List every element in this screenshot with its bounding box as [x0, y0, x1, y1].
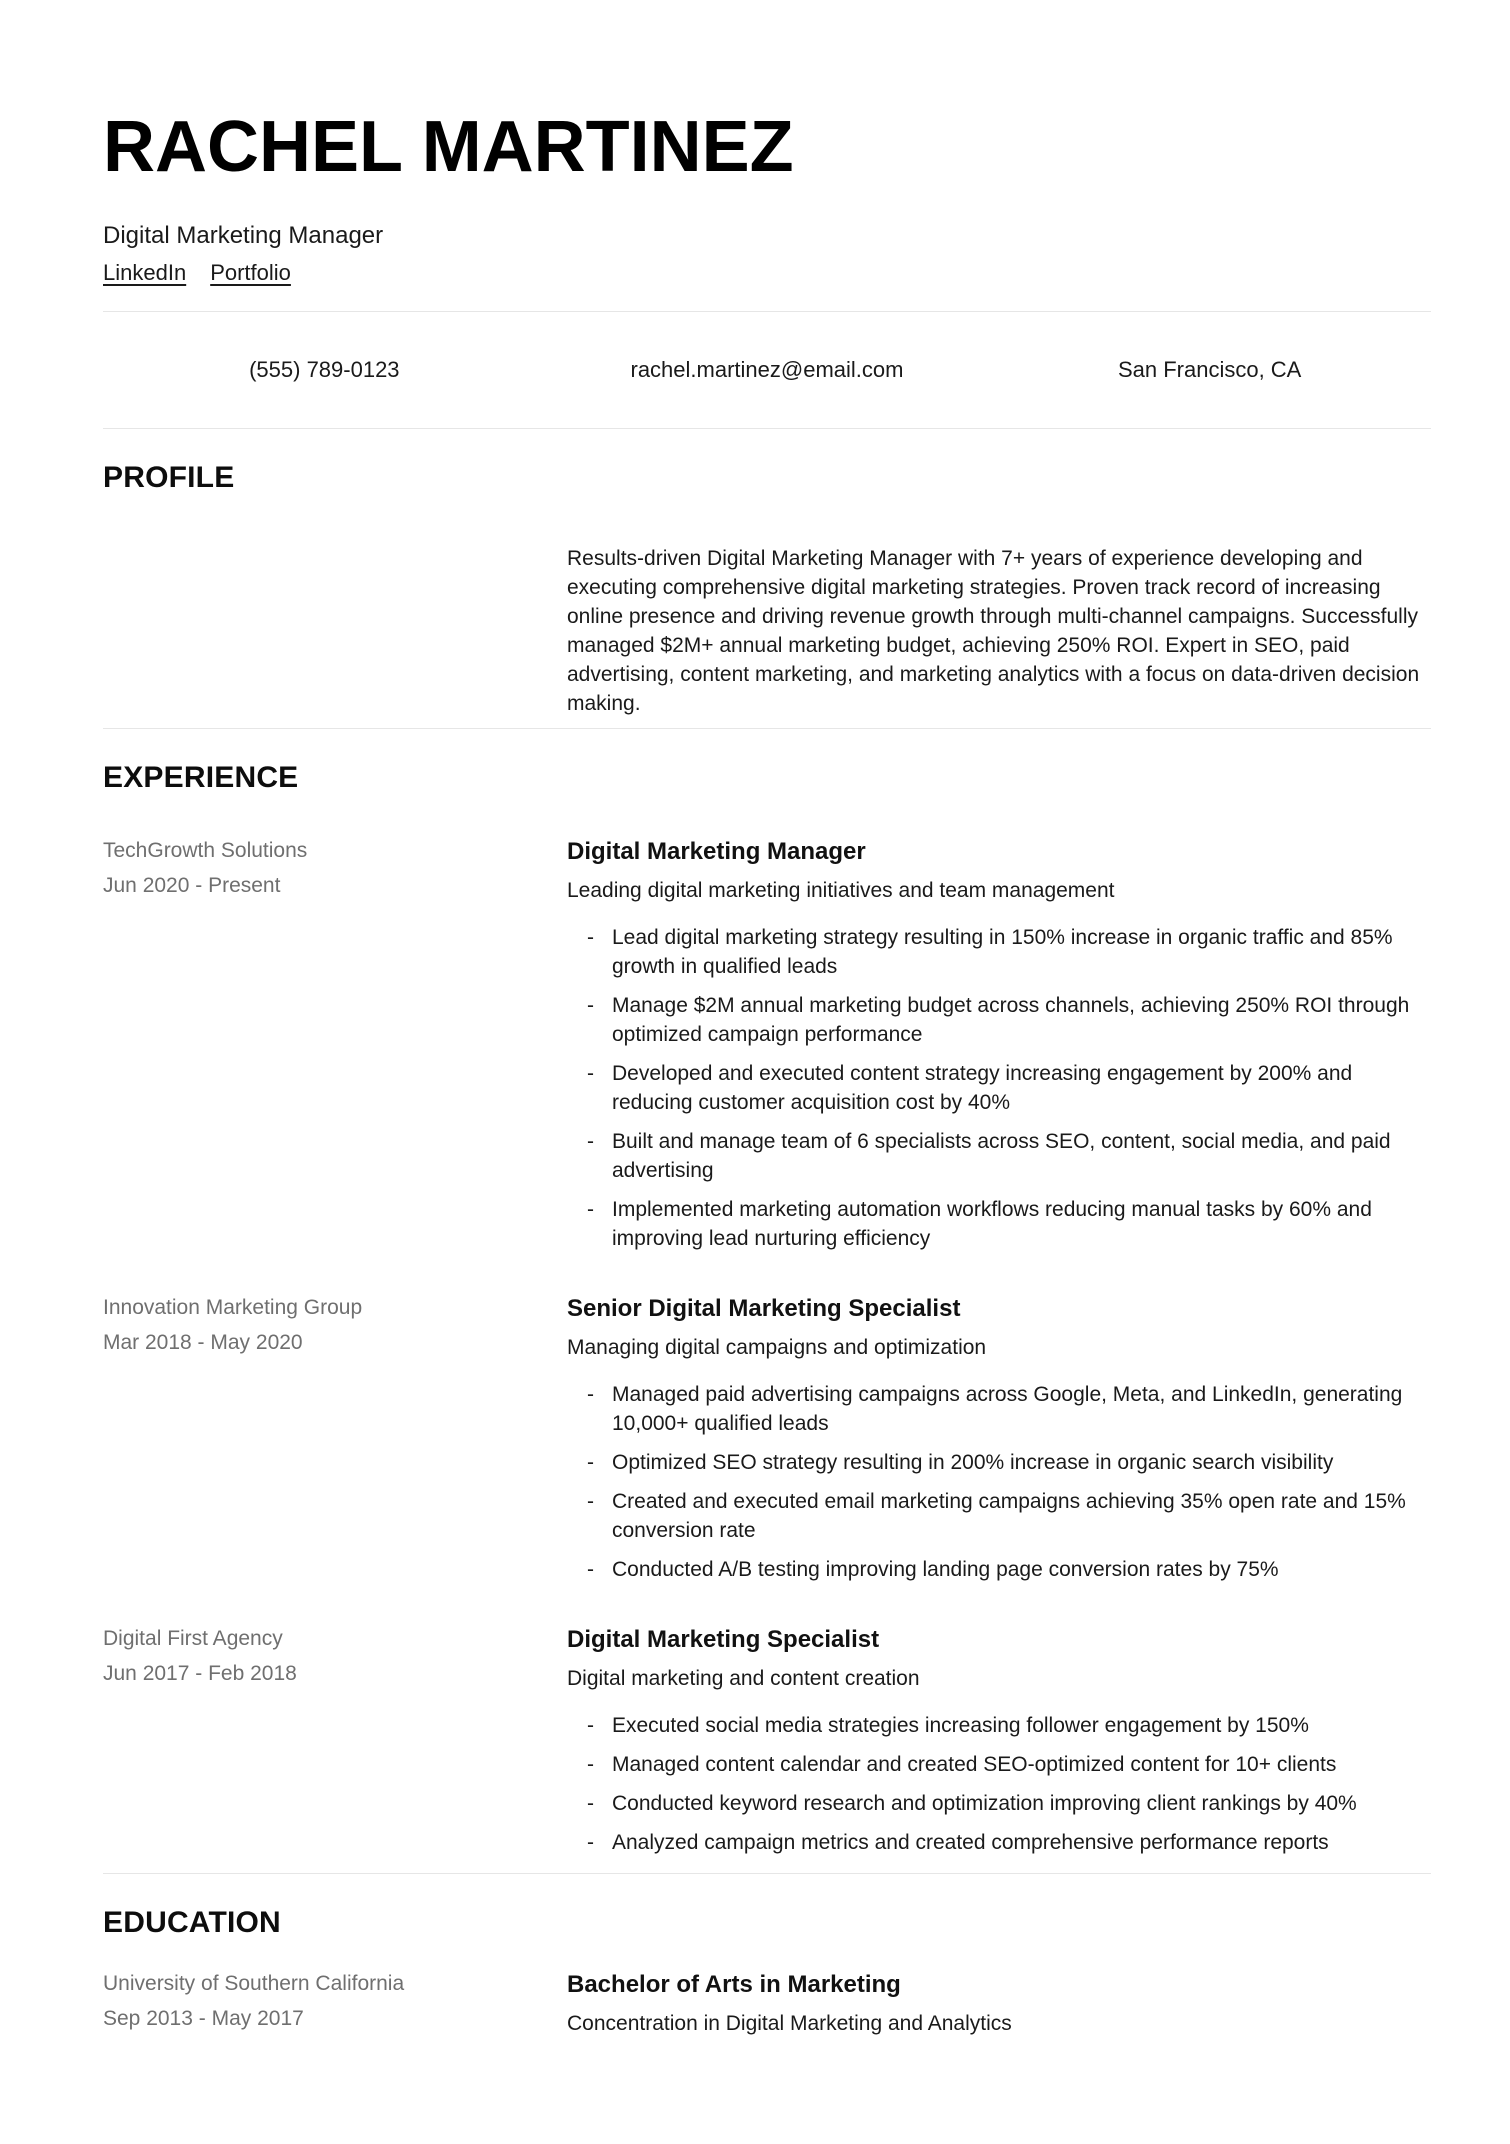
list-item — [587, 991, 1431, 1049]
job-summary: Leading digital marketing initiatives and team management — [567, 879, 1115, 902]
job-meta — [103, 1624, 567, 1688]
list-item — [587, 1059, 1431, 1117]
contact-phone: (555) 789-0123 — [249, 357, 400, 382]
bullet-text: Manage $2M annual marketing budget across channels, achieving 250% ROI through optimized campaign performance — [612, 994, 1410, 1046]
job-bullet-list — [567, 1711, 1431, 1857]
education-meta — [103, 1969, 567, 2033]
job-bullet-list — [567, 1380, 1431, 1584]
education-concentration: Concentration in Digital Marketing and Analytics — [567, 2012, 1012, 2035]
experience-entry — [103, 1624, 1431, 1857]
bullet-text: Conducted A/B testing improving landing page conversion rates by 75% — [612, 1558, 1279, 1581]
education-dates: Sep 2013 - May 2017 — [103, 2007, 304, 2030]
job-title: Senior Digital Marketing Specialist — [567, 1295, 961, 1322]
job-company: Innovation Marketing Group — [103, 1296, 363, 1319]
list-item — [587, 1195, 1431, 1253]
bullet-dash: - — [587, 1130, 594, 1153]
bullet-dash: - — [587, 1714, 594, 1737]
job-summary: Managing digital campaigns and optimization — [567, 1336, 987, 1359]
bullet-dash: - — [587, 926, 594, 949]
bullet-text: Lead digital marketing strategy resulting in 150% increase in organic traffic and 85% growth in qualified leads — [612, 926, 1393, 978]
profile-summary-text: Results-driven Digital Marketing Manager with 7+ years of experience developing and executing comprehensive digital marketing strategies. Proven track record of increasing online presence and driving revenue growth through multi-channel campaigns. Successfully managed $2M+ annual marketing budget, achieving 250% ROI. Expert in SEO, paid advertising, content marketing, and marketing analytics with a focus on data-driven decision making. — [567, 547, 1420, 715]
experience-list — [103, 836, 1431, 1857]
list-item — [587, 1789, 1431, 1818]
education-section-heading: EDUCATION — [103, 1906, 281, 1939]
contact-bar — [103, 312, 1431, 428]
bullet-dash: - — [587, 1792, 594, 1815]
experience-section-heading: EXPERIENCE — [103, 761, 299, 794]
header-links — [103, 259, 1431, 287]
job-title: Digital Marketing Specialist — [567, 1626, 880, 1653]
divider — [103, 1873, 1431, 1874]
job-bullet-list — [567, 923, 1431, 1253]
list-item — [587, 1828, 1431, 1857]
job-details — [567, 1624, 1431, 1857]
bullet-text: Optimized SEO strategy resulting in 200% increase in organic search visibility — [612, 1451, 1334, 1474]
experience-entry — [103, 836, 1431, 1253]
bullet-text: Implemented marketing automation workflows reducing manual tasks by 60% and improving lead nurturing efficiency — [612, 1198, 1372, 1250]
portfolio-link[interactable]: Portfolio — [210, 260, 291, 285]
bullet-text: Built and manage team of 6 specialists across SEO, content, social media, and paid advertising — [612, 1130, 1391, 1182]
bullet-dash: - — [587, 1490, 594, 1513]
list-item — [587, 1380, 1431, 1438]
list-item — [587, 1127, 1431, 1185]
contact-email: rachel.martinez@email.com — [630, 357, 904, 382]
bullet-dash: - — [587, 994, 594, 1017]
job-dates: Jun 2020 - Present — [103, 874, 281, 897]
profile-row — [103, 544, 1431, 718]
education-degree: Bachelor of Arts in Marketing — [567, 1971, 901, 1998]
bullet-text: Managed paid advertising campaigns across Google, Meta, and LinkedIn, generating 10,000+ qualified leads — [612, 1383, 1403, 1435]
bullet-text: Managed content calendar and created SEO-optimized content for 10+ clients — [612, 1753, 1337, 1776]
education-details — [567, 1969, 1431, 2038]
bullet-dash: - — [587, 1383, 594, 1406]
bullet-dash: - — [587, 1062, 594, 1085]
divider — [103, 428, 1431, 429]
job-company: TechGrowth Solutions — [103, 839, 308, 862]
contact-location: San Francisco, CA — [1117, 357, 1302, 382]
job-meta — [103, 1293, 567, 1357]
job-details — [567, 836, 1431, 1253]
list-item — [587, 923, 1431, 981]
education-school: University of Southern California — [103, 1972, 405, 1995]
bullet-dash: - — [587, 1198, 594, 1221]
job-title: Digital Marketing Manager — [567, 838, 866, 865]
bullet-dash: - — [587, 1451, 594, 1474]
job-dates: Jun 2017 - Feb 2018 — [103, 1662, 297, 1685]
person-job-title: Digital Marketing Manager — [103, 222, 384, 249]
job-details — [567, 1293, 1431, 1584]
job-dates: Mar 2018 - May 2020 — [103, 1331, 303, 1354]
list-item — [587, 1448, 1431, 1477]
bullet-text: Developed and executed content strategy increasing engagement by 200% and reducing customer acquisition cost by 40% — [612, 1062, 1353, 1114]
experience-entry — [103, 1293, 1431, 1584]
linkedin-link[interactable]: LinkedIn — [103, 260, 187, 285]
bullet-text: Executed social media strategies increasing follower engagement by 150% — [612, 1714, 1309, 1737]
bullet-dash: - — [587, 1753, 594, 1776]
list-item — [587, 1555, 1431, 1584]
bullet-text: Created and executed email marketing campaigns achieving 35% open rate and 15% conversion rate — [612, 1490, 1406, 1542]
job-summary: Digital marketing and content creation — [567, 1667, 920, 1690]
job-company: Digital First Agency — [103, 1627, 283, 1650]
list-item — [587, 1711, 1431, 1740]
bullet-dash: - — [587, 1558, 594, 1581]
list-item — [587, 1750, 1431, 1779]
list-item — [587, 1487, 1431, 1545]
bullet-dash: - — [587, 1831, 594, 1854]
person-name: RACHEL MARTINEZ — [103, 107, 794, 187]
bullet-text: Analyzed campaign metrics and created comprehensive performance reports — [612, 1831, 1329, 1854]
profile-section-heading: PROFILE — [103, 461, 235, 494]
bullet-text: Conducted keyword research and optimization improving client rankings by 40% — [612, 1792, 1357, 1815]
education-entry — [103, 1969, 1431, 2038]
job-meta — [103, 836, 567, 900]
divider — [103, 728, 1431, 729]
